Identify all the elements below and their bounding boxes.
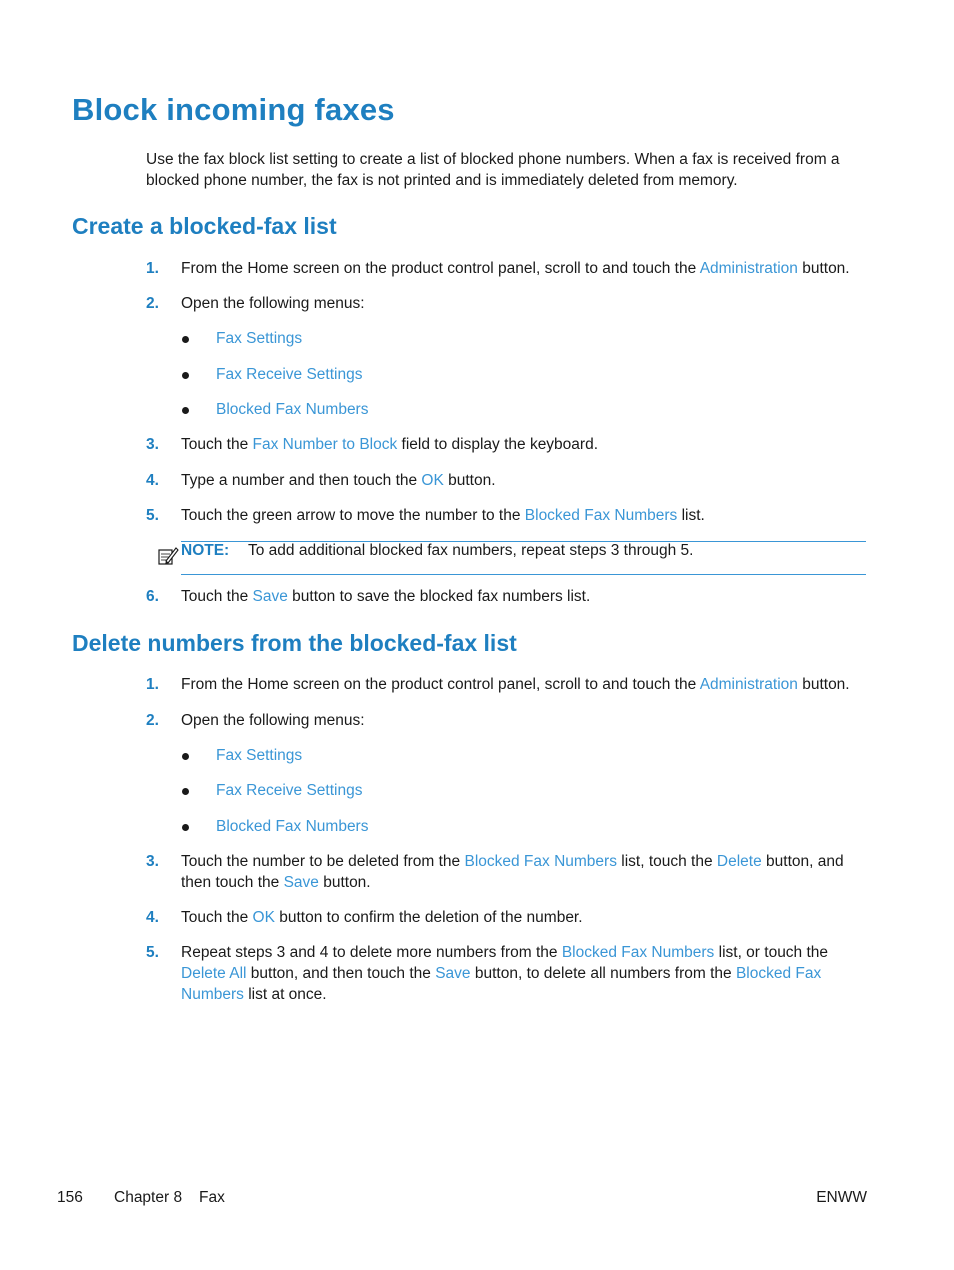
menu-item-label: Fax Receive Settings [216, 782, 363, 799]
step-text: From the Home screen on the product control panel, scroll to and touch the Administration button. [181, 260, 850, 277]
step-text: Open the following menus: [181, 295, 365, 312]
menu-item-label: Blocked Fax Numbers [216, 818, 369, 835]
footer-chapter: Chapter 8 [114, 1189, 183, 1206]
menu-item-label: Blocked Fax Numbers [216, 401, 369, 418]
footer-chapter-name: Fax [199, 1189, 225, 1206]
ui-term: Delete All [181, 965, 247, 982]
step-text: Touch the green arrow to move the number to the Blocked Fax Numbers list. [181, 507, 705, 524]
ui-term: OK [252, 909, 275, 926]
step-text: Touch the OK button to confirm the deletion of the number. [181, 909, 583, 926]
section-heading-create: Create a blocked-fax list [72, 213, 337, 239]
ui-term: Fax Number to Block [252, 436, 398, 453]
ui-term: Save [435, 965, 471, 982]
bullet-icon [182, 407, 189, 414]
ui-term: Blocked Fax Numbers [181, 965, 822, 1003]
step-text: Open the following menus: [181, 712, 365, 729]
footer-enww: ENWW [816, 1189, 867, 1206]
step-number: 5. [146, 507, 159, 524]
ui-term: Blocked Fax Numbers [524, 507, 678, 524]
step-number: 1. [146, 676, 159, 693]
step-number: 2. [146, 712, 159, 729]
bullet-icon [182, 372, 189, 379]
step-number: 5. [146, 944, 159, 961]
bullet-icon [182, 788, 189, 795]
ui-term: Blocked Fax Numbers [561, 944, 715, 961]
bullet-icon [182, 824, 189, 831]
note-box [181, 541, 866, 575]
step-number: 4. [146, 909, 159, 926]
step-number: 4. [146, 472, 159, 489]
ui-term: OK [421, 472, 444, 489]
note-label: NOTE: [181, 542, 230, 559]
menu-item-label: Fax Settings [216, 330, 303, 347]
page-title: Block incoming faxes [72, 92, 395, 127]
note-text: To add additional blocked fax numbers, repeat steps 3 through 5. [248, 542, 694, 559]
step-text: Repeat steps 3 and 4 to delete more numbers from the Blocked Fax Numbers list, or touch the Delete All button, and then touch the Save button, to delete all numbers from the Blocked Fax Numbers list at once. [181, 944, 829, 1003]
step-text: Touch the number to be deleted from the Blocked Fax Numbers list, touch the Delete button, and then touch the Save button. [181, 853, 844, 891]
note-pencil-icon [157, 545, 179, 567]
bullet-icon [182, 336, 189, 343]
ui-term: Save [283, 874, 319, 891]
ui-term-administration: Administration [699, 260, 798, 277]
section-heading-delete: Delete numbers from the blocked-fax list [72, 630, 517, 656]
ui-term-administration: Administration [699, 676, 798, 693]
step-text: Touch the Fax Number to Block field to display the keyboard. [181, 436, 599, 453]
bullet-icon [182, 753, 189, 760]
intro-paragraph: Use the fax block list setting to create a list of blocked phone numbers. When a fax is received from a blocked phone number, the fax is not printed and is immediately deleted from memory. [146, 151, 840, 189]
step-number: 1. [146, 260, 159, 277]
step-number: 3. [146, 436, 159, 453]
step-text: From the Home screen on the product control panel, scroll to and touch the Administration button. [181, 676, 850, 693]
footer-page-number: 156 [57, 1189, 83, 1206]
menu-item-label: Fax Receive Settings [216, 366, 363, 383]
step-number: 3. [146, 853, 159, 870]
step-text: Type a number and then touch the OK button. [181, 472, 496, 489]
ui-term: Save [252, 588, 288, 605]
ui-term: Blocked Fax Numbers [464, 853, 617, 870]
step-number: 2. [146, 295, 159, 312]
step-text: Touch the Save button to save the blocked fax numbers list. [181, 588, 591, 605]
menu-item-label: Fax Settings [216, 747, 303, 764]
step-number: 6. [146, 588, 159, 605]
ui-term: Delete [716, 853, 762, 870]
